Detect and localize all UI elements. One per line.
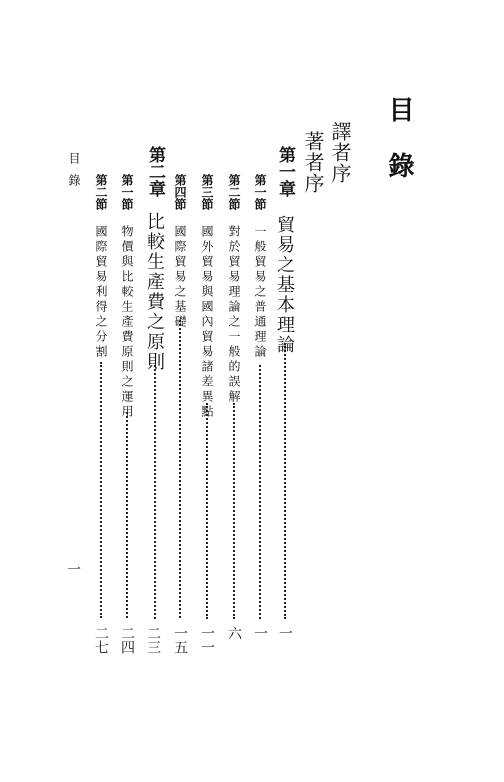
section-1-3-page-number: 一一 [199, 626, 215, 654]
section-2-2-leader-dots [100, 362, 102, 618]
section-1-1-label: 第一節 [253, 174, 267, 210]
section-2-1-page-number: 二四 [119, 626, 135, 654]
section-1-4-label: 第四節 [173, 174, 187, 210]
chapter-1-label: 第一章 [275, 146, 295, 197]
translator-preface-entry[interactable]: 譯者序 [328, 121, 352, 184]
section-1-4-page-number: 一五 [172, 626, 188, 654]
chapter-2-title: 比較生產費之原則 [144, 212, 165, 372]
section-1-1-page-number: 一 [252, 626, 268, 640]
section-1-1-title: 一般貿易之普通理論 [253, 225, 267, 360]
section-2-1-label: 第一節 [120, 174, 134, 210]
section-1-2-title: 對於貿易理論之一般的誤解 [227, 225, 241, 405]
chapter-1-title: 貿易之基本理論 [274, 215, 295, 355]
section-1-2-leader-dots [233, 403, 235, 619]
chapter-2-leader-dots [154, 365, 156, 619]
page-title: 目錄 [384, 96, 414, 208]
chapter-1-page-number: 一 [277, 626, 293, 640]
section-2-2-title: 國際貿易利得之分割 [94, 225, 108, 360]
chapter-2-page-number: 二三 [145, 626, 161, 654]
section-1-3-leader-dots [206, 403, 208, 619]
section-1-4-leader-dots [179, 320, 181, 618]
section-2-2-page-number: 二七 [93, 626, 109, 654]
chapter-1-leader-dots [284, 343, 286, 619]
running-header: 目錄 [67, 152, 81, 196]
chapter-2-label: 第二章 [145, 146, 165, 197]
page-folio: 一 [65, 562, 81, 576]
section-1-1-leader-dots [259, 365, 261, 619]
section-2-1-leader-dots [126, 412, 128, 618]
section-1-3-title: 國外貿易與國內貿易諸差異點 [200, 225, 214, 420]
section-1-2-label: 第二節 [227, 174, 241, 210]
section-1-4-title: 國際貿易之基礎 [173, 225, 187, 330]
section-1-3-label: 第三節 [200, 174, 214, 210]
section-2-1-title: 物價與比較生產費原則之運用 [120, 225, 134, 420]
section-2-2-label: 第二節 [94, 174, 108, 210]
section-1-2-page-number: 六 [226, 626, 242, 640]
author-preface-entry[interactable]: 著者序 [301, 131, 325, 194]
